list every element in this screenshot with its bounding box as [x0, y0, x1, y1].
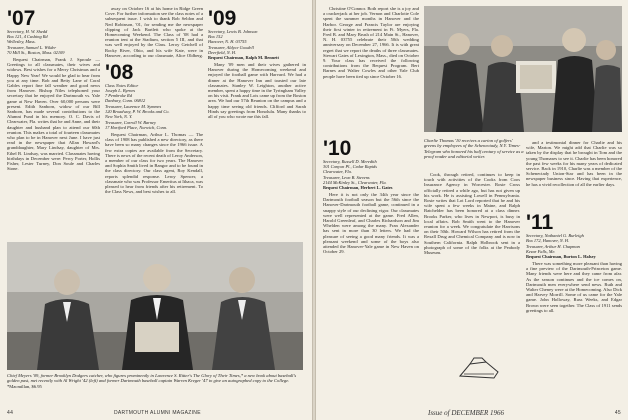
treasurer-address: Kezar Falls, Me. — [526, 249, 556, 254]
right-column-3 — [526, 210, 622, 400]
bequest-line: Bequest Chairman, Ralph M. Bennett — [208, 55, 279, 60]
class-year: '07 — [7, 7, 36, 30]
class-notes-text: Christine O'Connor. Both report she is a joy and a crackerjack at her job. Vernon and Charlotte Cole spent the summer months in Hanover and the Harbor. George and Francis Taylor are enjoying their first winter in retirement in Ft. Myers, Fla. Fred B. and Mary Brush of 214 Main St., Hanover, N. H. 03755 celebrate their 50th wedding anniversary on December 27, 1966. It is with great regret that we report the deaths of three classmates. Stewart Gates of Lexington, Mass., died on October 9. Your class has received the following contributions from the Bequest Program. Bert Barnes and Walter Cowles and other Yale Club people have been tied up since October 16. — [323, 6, 419, 79]
bequest-line: Bequest Chairman, Burton L. Halsey — [526, 254, 596, 259]
address-line: Box 121, 4 Cushing Rd — [7, 34, 48, 39]
bequest-line: Bequest Chairman, Herbert L. Gates — [323, 185, 393, 190]
typewriter-sketch-icon — [456, 356, 502, 382]
city-line: Wellesley, Mass. — [7, 39, 36, 44]
class-notes-text: Here it is not only the 34th year since the Dartmouth football season but the 56th since the Hanover-Dartmouth football game, continued in a snappy style of our declining vigor. Our classmates were well represented at the game. Fred Allen, Harold Greenleaf, and Charles Richardson and Jim Whelden were among the many. Fran Alexander has sent in more than 30 letters. We had the pleasure of seeing a good many friends. It was a pleasant weekend and some of the boys also attended the Hanover-Yale game in New Haven on October 29. — [323, 192, 419, 255]
class-1908-header — [105, 63, 203, 130]
city-line: Clearwater, Fla. — [323, 169, 352, 174]
treasurer-line: Treasurer, Laurence M. Symmes — [105, 104, 162, 109]
issue-date: Issue of DECEMBER 1966 — [428, 409, 505, 417]
class-notes-text: Many '09 men and their wives gathered in Hanover during the Homecoming weekend and enjoyed the football game with Harvard. We had a dinner at the Hanover Inn and toasted our late classmates. Stanley W. Leighton, another active member, spent a happy time in the Tyringham Valley on his visit. Frank and Lois came up from the Boston area. We had our 57th Reunion on the campus and a happy time seeing old friends. Clifford and Sarah Hinds say greetings from Honolulu. Many thanks to all of you who wrote me this fall. — [208, 62, 306, 120]
page-number-right: 45 — [614, 410, 621, 416]
address-line: Box 172, Hanover, N. H. — [526, 238, 570, 243]
right-column-1 — [323, 136, 419, 400]
city-line: Danbury, Conn. 06812 — [105, 98, 146, 103]
left-column-1 — [7, 6, 100, 236]
class-year: '11 — [526, 211, 554, 234]
class-notes-text: Cook, through retired, continues to keep in touch with activities of the Cooks from Coos Insurance Agency in Worcester. Rosie Cross officially retired a while ago, but has not given up his work. He is assisting Lowell in Pennsylvania. Rosie writes that Lot Lord reported that he and his wife spent a few weeks in Maine, and Ralph Batchelder has been honored at a class dinner. Brooks Parker, who lives in Newport, is busy in local affairs. Bob Smith went to the Hanover reunion for a week. We congratulate the Harrisons on their 50th. Howard Wilson has retired from the Rexall Drug and Chemical Company and is now in Southern California. Ralph Holbrook sent in a photograph of some of the folks at the Peabody Museum. — [424, 172, 520, 256]
class-year: '09 — [208, 7, 237, 30]
photo-chief-meyers — [7, 242, 303, 370]
treasurer-line: Treasurer, Arthur H. Chapman — [526, 244, 580, 249]
address-line: Box 152 — [208, 34, 223, 39]
city-line: Hanover, N. H. 03755 — [208, 39, 247, 44]
secretary-line: Secretary, H. W. Shedd — [7, 29, 48, 34]
photo-image — [424, 6, 622, 132]
treasurer-line: Treasurer, Aldyce Goodell — [208, 45, 254, 50]
photo-image — [7, 242, 303, 370]
treasurer-line: Treasurer, Carroll W. Barney — [105, 120, 156, 125]
secretary-line: Secretary, Nathaniel G. Burleigh — [526, 233, 584, 238]
page-number-left: 44 — [7, 410, 14, 416]
class-notes-text: There was something more pleasant than having a fine preview of the Dartmouth-Princeton game. Many friends were here and they came from afar. As the season continues and the ice comes on, Dartmouth men everywhere send news. Ruth and Walter Cheney were at the Homecoming. Also Dick and Harvey Morrill. Some of us came for the Yale game. John Holloway, Russ Weeks, and Edgar Brown were seen together. The Class of 1911 sends greetings to all. — [526, 261, 622, 313]
treasurer-address: 120 Broadway, P. W. Brooks and Co. — [105, 109, 170, 114]
treasurer-line: Treasurer, Leon B. Stevens — [323, 175, 370, 180]
right-column-1-top — [323, 6, 419, 134]
treasurer-address: 70 Mill St., Boston, Mass. 02109 — [7, 50, 65, 55]
treasurer-address: 2144 McKinley St., Clearwater, Fla. — [323, 180, 387, 185]
class-year: '10 — [323, 137, 352, 160]
class-1907-header — [7, 9, 100, 55]
class-1910-header — [323, 139, 419, 190]
city-line: New York, N. Y. — [105, 114, 133, 119]
city-line: 7 Pembroke Rd — [105, 93, 132, 98]
secretary-line: Class Notes Editor — [105, 83, 139, 88]
class-1909-header — [208, 9, 306, 60]
address-line: Joseph L. Byrnes — [105, 88, 136, 93]
secretary-line: Secretary, Lewis B. Johnson — [208, 29, 258, 34]
photo-caption: Charlie Thomas '10 receives a carton of golfers' greens by employees of the Schenectady, N.Y. Times-Telegram who honored his half century of service as a proof reader and editorial writer. — [424, 138, 524, 159]
treasurer-line: Treasurer, Samuel L. Wilder — [7, 45, 57, 50]
left-column-2-top — [105, 6, 203, 58]
class-notes-text: away on October 16 at his home in Ridge Green Cove. For further information see the class notes of a subsequent issue. I wish to thank Bob Seldon and Ned Robinson, '01, for sending me the newspaper clipping of Jack Bartlett who spoke at the Homecoming Weekend. The Class of '08 had a reunion tent at the Stadium, section 5 III, and that was well enjoyed by the Class. Leroy Getchell of Rocky River, Ohio, and his wife Kate, were in Hanover, according to our classmate, Alice Oldberg. — [105, 6, 203, 58]
caption-text: Chief Meyers '09, former Brooklyn Dodgers catcher, who figures prominently in Lawrence S. Ritter's The Glory of Their Times,* a new book about baseball's golden past, met recently with Al Wright '42 (left) and former Dartmouth baseball captain Warren Kreger '47 to give an autographed copy to the College. — [7, 373, 297, 384]
class-notes-text: Bequest Chairman, Arthur L. Thomas — The class of 1908 has published a new directory, as there have been so many changes since the 1966 issue. A few extra copies are available from the Secretary. There is news of the recent death of Leroy Anderson, a member of our class for two years. The Hanover and Sophia Smith lived in Bangor and to be found in the class directory. Our class agent, Roy Kendall, reports splendid response. Leroy Spencer, a classmate who was Professor Emeritus at Ithaca, was pleased to hear from friends after his retirement. To the Class News, and best wishes to all. — [105, 132, 203, 195]
address-line: 301 Canyon Pl., Cedar Rapids — [323, 164, 377, 169]
right-column-3-top — [526, 140, 622, 208]
right-page — [316, 0, 628, 420]
class-notes-text: Bequest Chairman, Frank J. Sproule — Greetings to all classmates, their wives and widows. Best wishes for a Merry Christmas and a Happy New Year! We would be glad to hear from you at any time. Bob and Betty Lane of Coral Gables report fine fall weather and good news from Hanover. Bishop Niles telephoned your secretary that he enjoyed the Dartmouth vs. Yale game at New Haven. Over 60,000 persons were present. Edith Sanborn, widow of our Bill Sanborn, has made several contributions to the Alumni Fund in his memory. O. C. Davis of Clearwater, Fla. writes that he and Anne, and their daughter and husband plan to attend our 60th reunion. This makes a total of fourteen classmates who plan to be in Hanover next June. I have just read in the newspaper that Allan Howard's granddaughter, Mary Lindsay, daughter of Mrs. Ethel B. Lindsay, was married. Classmates having birthdays in December were: Percy Porter, Hollis Fisher, Lester Turney, Don Soule and Charles Stone. — [7, 57, 100, 172]
treasurer-address: Deerfield, N. H. — [208, 50, 237, 55]
class-1911-header — [526, 213, 622, 259]
left-column-3 — [208, 6, 306, 238]
class-year: '08 — [105, 61, 134, 84]
photo-charlie-thomas — [424, 6, 622, 132]
treasurer-address: 17 Hartford Place, Norwich, Conn. — [105, 125, 168, 130]
class-notes-text: and a testimonial dinner for Charlie and his wife, Marion. We might add that Charlie was so taken by the display that he brought in Tom and the young Thomases to see it. Charlie has been honored the past few weeks for his many years of dedicated service. Back in 1910, Charlie was a member of the Schenectady Union-Star and has been in the newspaper business since. Having that experience, he has a vivid recollection of all the earlier days. — [526, 140, 622, 187]
left-page — [0, 0, 312, 420]
secretary-line: Secretary, Russell D. Meredith — [323, 159, 377, 164]
left-column-2 — [105, 60, 203, 238]
magazine-title: DARTMOUTH ALUMNI MAGAZINE — [114, 410, 201, 416]
photo-caption — [7, 373, 303, 389]
caption-footnote: *Macmillan, $6.95 — [7, 383, 42, 389]
